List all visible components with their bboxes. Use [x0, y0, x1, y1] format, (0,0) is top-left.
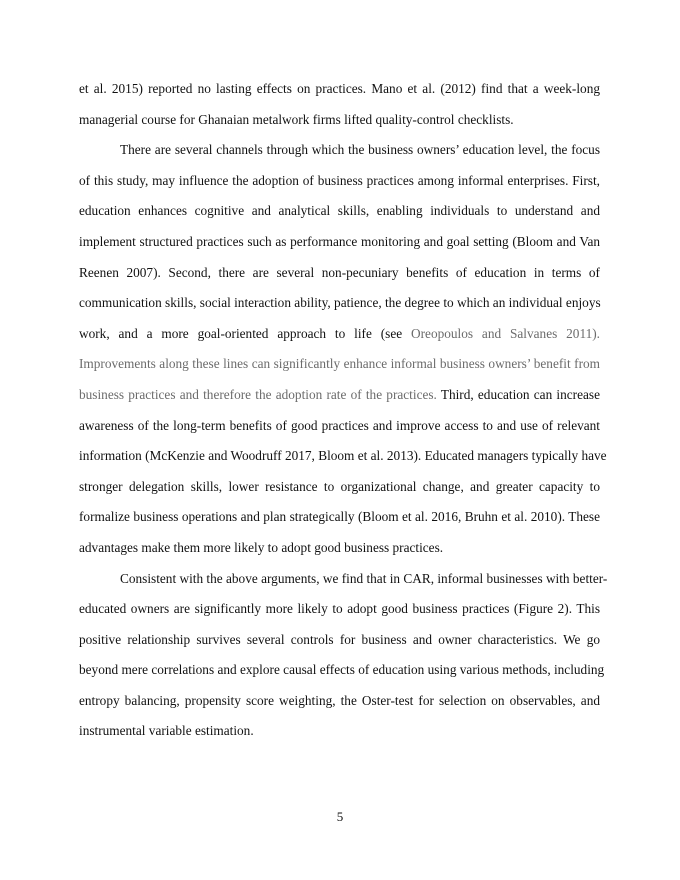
text-line	[79, 655, 605, 686]
text-line	[79, 166, 600, 197]
highlighted-text-run: business practices and therefore the adoption rate of the practices.	[79, 386, 437, 402]
text-run: Consistent with the above arguments, we find that in CAR, informal businesses with better-	[120, 570, 608, 586]
text-run: entropy balancing, propensity score weighting, the Oster-test for selection on observables, and	[79, 692, 600, 708]
text-line	[79, 625, 600, 656]
text-line	[79, 441, 607, 472]
text-run: positive relationship survives several controls for business and owner characteristics. We go	[79, 631, 600, 647]
text-line	[79, 258, 600, 289]
text-run: formalize business operations and plan strategically (Bloom et al. 2016, Bruhn et al. 2010). These	[79, 509, 600, 525]
text-run: educated owners are significantly more likely to adopt good business practices (Figure 2). This	[79, 601, 600, 617]
text-line	[79, 196, 600, 227]
text-line	[79, 319, 600, 350]
text-line	[79, 716, 600, 747]
paragraph-continuation	[79, 74, 600, 135]
text-run: managerial course for Ghanaian metalwork firms lifted quality-control checklists.	[79, 111, 514, 127]
text-line	[79, 502, 600, 533]
text-run: awareness of the long-term benefits of good practices and improve access to and use of relevant	[79, 417, 600, 433]
document-page	[79, 74, 608, 747]
text-line	[79, 227, 600, 258]
page-number: 5	[336, 809, 344, 824]
text-run: education enhances cognitive and analytical skills, enabling individuals to understand and	[79, 203, 600, 219]
citation-link[interactable]: Oreopoulos and Salvanes 2011).	[411, 325, 600, 341]
highlighted-text-run: Improvements along these lines can significantly enhance informal business owners’ benefit from	[79, 356, 600, 372]
text-line	[79, 594, 600, 625]
text-run: advantages make them more likely to adopt good business practices.	[79, 539, 444, 555]
text-line	[79, 288, 600, 319]
text-line	[79, 380, 600, 411]
text-run: information (McKenzie and Woodruff 2017, Bloom et al. 2013). Educated managers typically have	[79, 448, 607, 464]
text-line	[79, 533, 600, 564]
paragraph-channels	[79, 135, 607, 563]
paragraph-findings	[79, 564, 608, 748]
text-line	[79, 135, 600, 166]
text-line	[79, 472, 600, 503]
text-line	[79, 564, 608, 595]
text-line	[79, 74, 600, 105]
text-line	[79, 349, 600, 380]
text-run: communication skills, social interaction ability, patience, the degree to which an individual enjoys	[79, 295, 601, 311]
text-run: Reenen 2007). Second, there are several non-pecuniary benefits of education in terms of	[79, 264, 600, 280]
text-line	[79, 686, 600, 717]
text-line	[79, 411, 600, 442]
text-run: instrumental variable estimation.	[79, 723, 254, 739]
text-line	[79, 105, 600, 136]
text-run: of this study, may influence the adoption of business practices among informal enterprises. First,	[79, 172, 600, 188]
text-run: There are several channels through which the business owners’ education level, the focus	[120, 142, 600, 158]
text-run: stronger delegation skills, lower resistance to organizational change, and greater capacity to	[79, 478, 600, 494]
text-run: et al. 2015) reported no lasting effects on practices. Mano et al. (2012) find that a week-long	[79, 81, 600, 96]
text-run: beyond mere correlations and explore causal effects of education using various methods, including	[79, 662, 605, 678]
text-run: Third, education can increase	[436, 386, 600, 402]
text-run: work, and a more goal-oriented approach to life (see	[79, 325, 412, 341]
text-run: implement structured practices such as performance monitoring and goal setting (Bloom and Van	[79, 233, 600, 249]
